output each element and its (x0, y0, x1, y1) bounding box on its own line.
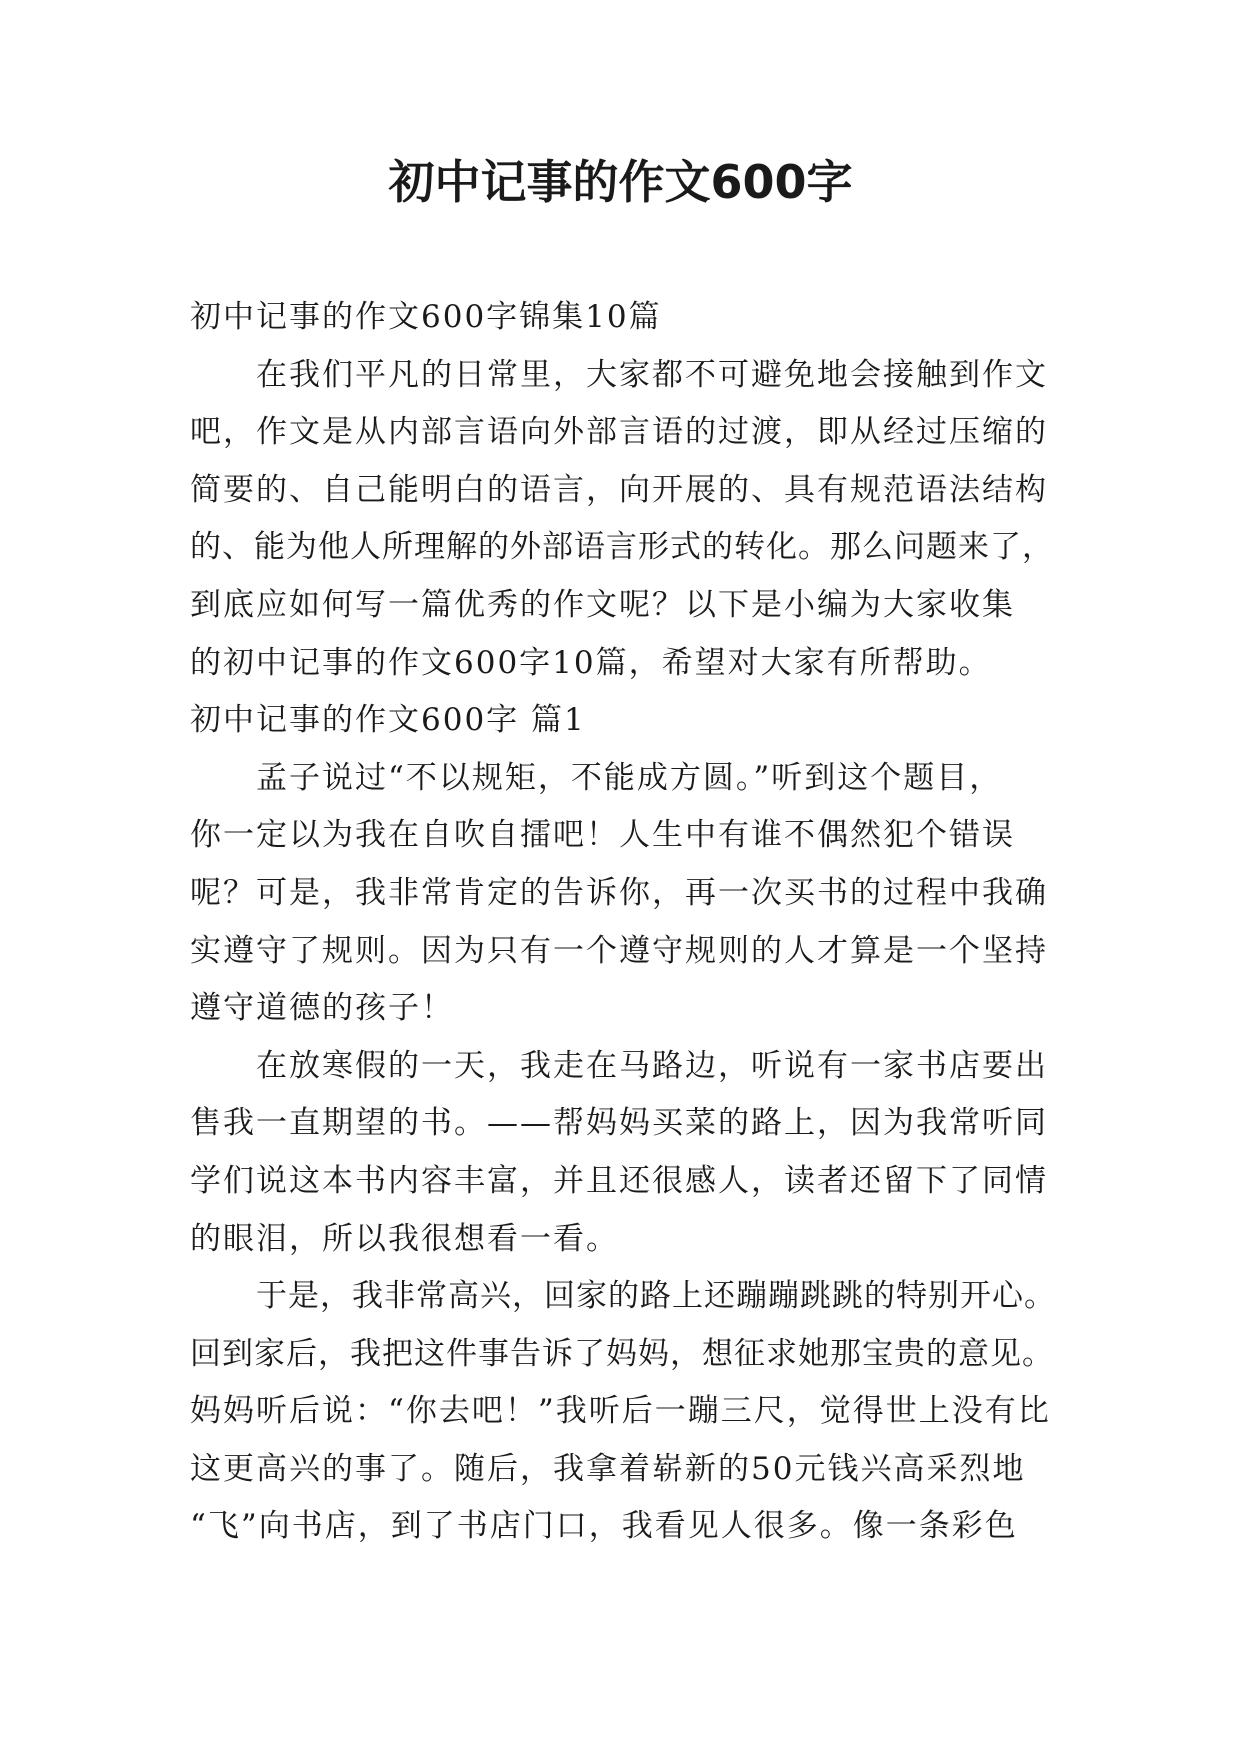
text-line: 呢？可是，我非常肯定的告诉你，再一次买书的过程中我确 (190, 874, 1048, 911)
document-title: 初中记事的作文600字 (388, 155, 853, 209)
text-line: 吧，作文是从内部言语向外部言语的过渡，即从经过压缩的 (190, 414, 1048, 451)
text-line: 遵守道德的孩子！ (190, 990, 454, 1027)
text-line: 孟子说过“不以规矩，不能成方圆。”听到这个题目， (256, 759, 1003, 796)
text-line: 回到家后，我把这件事告诉了妈妈，想征求她那宝贵的意见。 (190, 1335, 1054, 1372)
text-line: 简要的、自己能明白的语言，向开展的、具有规范语法结构 (190, 471, 1048, 508)
text-line: 初中记事的作文600字锦集10篇 (190, 299, 662, 335)
text-line: “飞”向书店，到了书店门口，我看见人很多。像一条彩色 (190, 1508, 1018, 1545)
document-body (190, 289, 1060, 1556)
text-line: 这更高兴的事了。随后，我拿着崭新的50元钱兴高采烈地 (190, 1450, 1026, 1487)
text-line: 实遵守了规则。因为只有一个遵守规则的人才算是一个坚持 (190, 932, 1048, 969)
text-line: 学们说这本书内容丰富，并且还很感人，读者还留下了同情 (190, 1162, 1048, 1199)
text-line: 的、能为他人所理解的外部语言形式的转化。那么问题来了， (190, 529, 1054, 566)
text-line: 在我们平凡的日常里，大家都不可避免地会接触到作文 (256, 356, 1048, 393)
text-line: 到底应如何写一篇优秀的作文呢？以下是小编为大家收集 (190, 586, 1015, 623)
text-line: 你一定以为我在自吹自擂吧！人生中有谁不偶然犯个错误 (190, 817, 1015, 854)
text-line: 售我一直期望的书。——帮妈妈买菜的路上，因为我常听同 (190, 1105, 1048, 1142)
text-line: 于是，我非常高兴，回家的路上还蹦蹦跳跳的特别开心。 (256, 1278, 1056, 1315)
text-line: 的眼泪，所以我很想看一看。 (190, 1220, 619, 1257)
text-line: 初中记事的作文600字 篇1 (190, 702, 586, 739)
text-line: 在放寒假的一天，我走在马路边，听说有一家书店要出 (256, 1047, 1048, 1084)
text-line: 妈妈听后说：“你去吧！”我听后一蹦三尺，觉得世上没有比 (190, 1393, 1051, 1430)
text-line: 的初中记事的作文600字10篇，希望对大家有所帮助。 (190, 644, 992, 681)
